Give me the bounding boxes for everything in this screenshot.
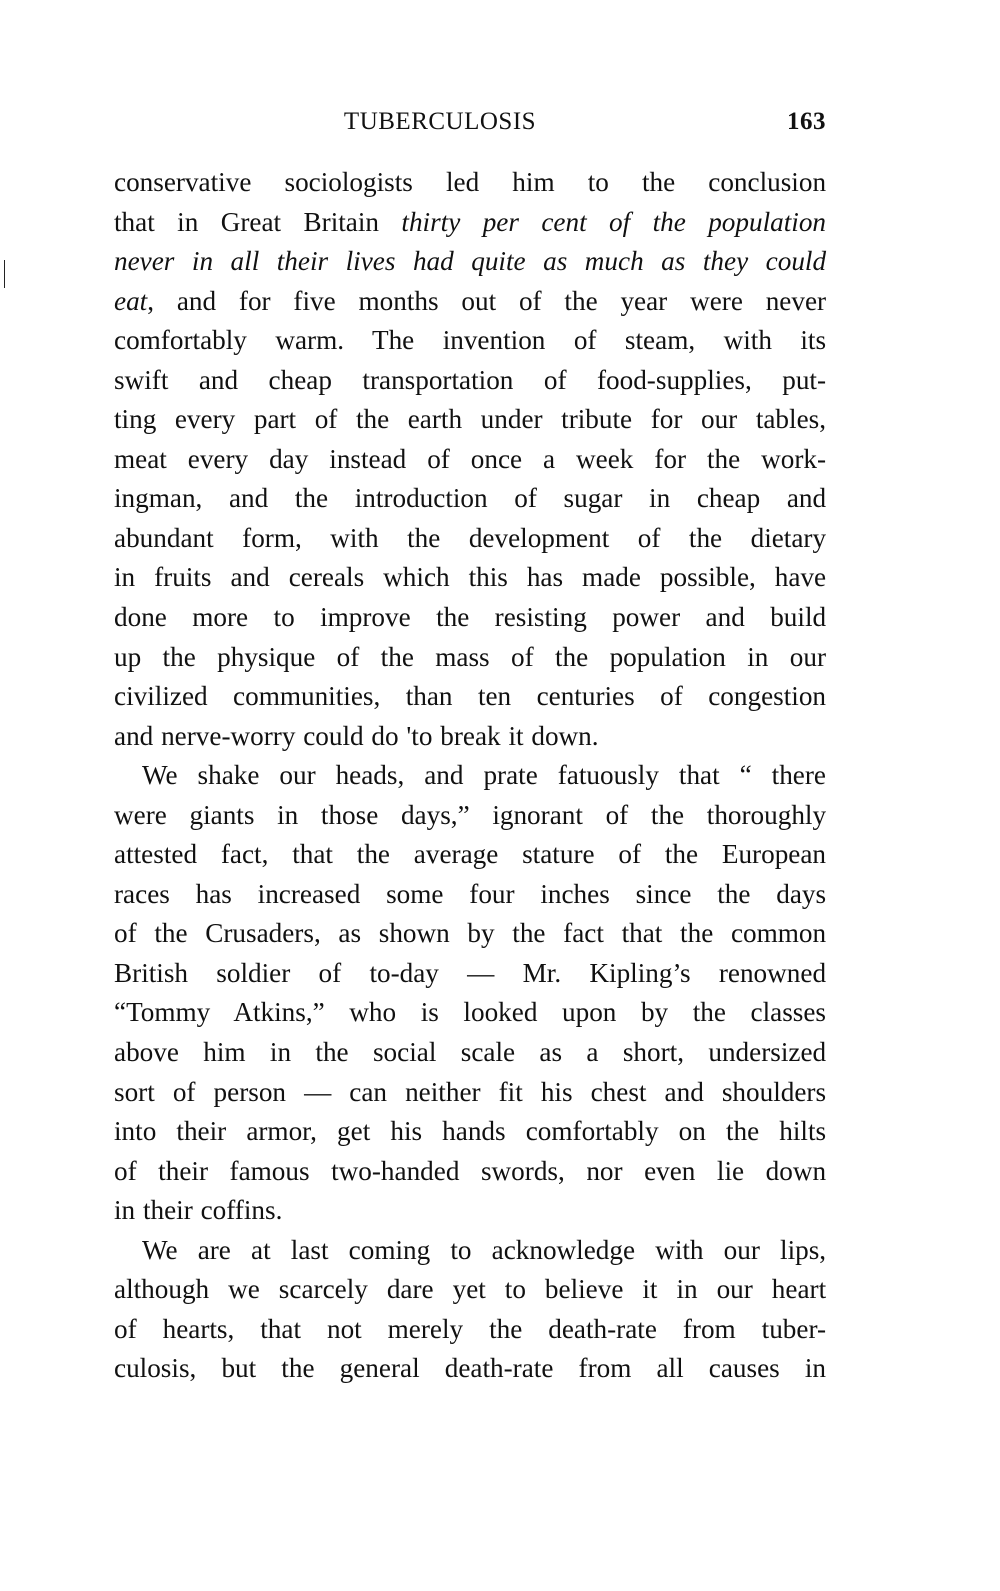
text-line: meat every day instead of once a week for the work-: [114, 443, 827, 474]
text-line: swift and cheap transportation of food-supplies, put-: [114, 364, 827, 395]
text-line: never in all their lives had quite as much as they could: [114, 246, 827, 277]
text-line: into their armor, get his hands comfortably on the hilts: [114, 1116, 827, 1147]
text-line: We shake our heads, and prate fatuously that “ there: [142, 760, 826, 791]
text-line: conservative sociologists led him to the conclusion: [114, 167, 827, 197]
text-line: in their coffins.: [114, 1195, 283, 1226]
text-line: races has increased some four inches since the days: [114, 878, 827, 909]
text-line: ting every part of the earth under tribute for our tables,: [114, 404, 827, 435]
text-line: culosis, but the general death-rate from all causes in: [114, 1353, 827, 1384]
text-line: of their famous two-handed swords, nor even lie down: [114, 1155, 827, 1186]
text-line: attested fact, that the average stature of the European: [114, 839, 827, 870]
text-line: in fruits and cereals which this has made possible, have: [114, 562, 827, 593]
text-line: and nerve-worry could do 'to break it down.: [114, 720, 599, 751]
text-line: comfortably warm. The invention of steam, with its: [114, 325, 827, 356]
text-line: were giants in those days,” ignorant of the thoroughly: [114, 799, 827, 830]
text-line: “Tommy Atkins,” who is looked upon by the classes: [114, 997, 827, 1028]
text-line: above him in the social scale as a short, undersized: [114, 1037, 827, 1068]
text-line: abundant form, with the development of the dietary: [114, 522, 827, 553]
paragraph: [114, 756, 826, 1231]
text-line: eat, and for five months out of the year were never: [114, 285, 827, 316]
body-text: [114, 163, 826, 1389]
text-line: done more to improve the resisting power and build: [114, 602, 827, 633]
text-line: that in Great Britain thirty per cent of the population: [114, 206, 827, 237]
text-line: of hearts, that not merely the death-rate from tuber-: [114, 1313, 827, 1344]
text-line: civilized communities, than ten centuries of congestion: [114, 681, 827, 712]
paragraph: [114, 163, 826, 756]
text-line: We are at last coming to acknowledge with our lips,: [142, 1234, 827, 1265]
text-line: British soldier of to-day — Mr. Kipling’s renowned: [114, 957, 827, 988]
text-line: ingman, and the introduction of sugar in cheap and: [114, 483, 827, 514]
text-line: sort of person — can neither fit his chest and shoulders: [114, 1076, 827, 1107]
text-line: of the Crusaders, as shown by the fact that the common: [114, 918, 827, 949]
text-line: up the physique of the mass of the population in our: [114, 641, 826, 672]
running-head: [114, 104, 826, 140]
text-line: although we scarcely dare yet to believe it in our heart: [114, 1274, 827, 1305]
page-number: 163: [787, 108, 826, 135]
running-title: TUBERCULOSIS: [343, 108, 537, 135]
paragraph: [114, 1231, 826, 1389]
margin-mark: [4, 260, 5, 288]
